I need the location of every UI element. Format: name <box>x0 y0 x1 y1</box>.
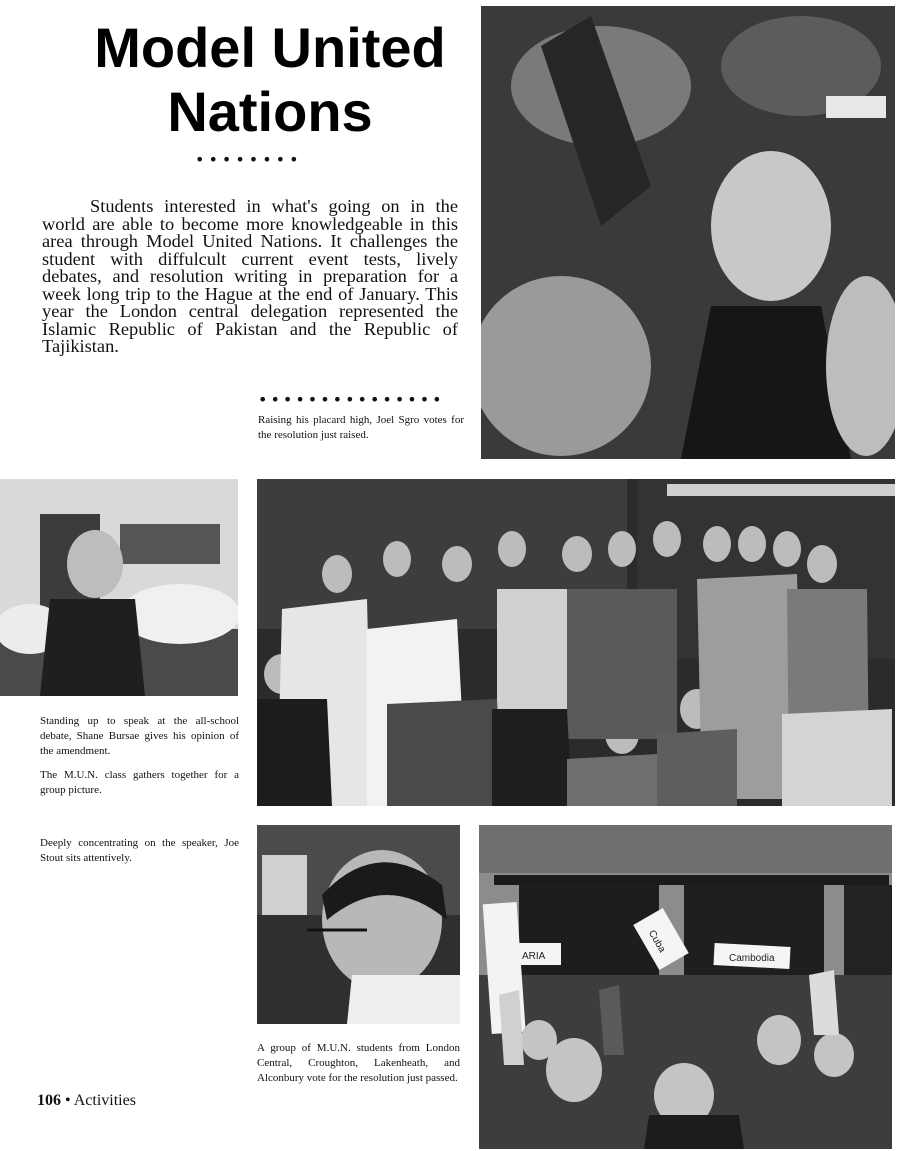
caption-debate: Standing up to speak at the all-school debate, Shane Bursae gives his opinion of the amendment. <box>40 715 239 757</box>
photo-group <box>257 479 895 806</box>
caption-placard: Raising his placard high, Joel Sgro votes for the resolution just raised. <box>258 414 464 441</box>
sign-cambodia: Cambodia <box>729 953 775 964</box>
section-name: Activities <box>73 1092 136 1109</box>
page-title <box>60 16 480 144</box>
title-line-2: Nations <box>167 80 373 143</box>
page-number: 106 <box>37 1092 61 1109</box>
caption-group: The M.U.N. class gathers together for a group picture. <box>40 769 239 796</box>
sign-aria: ARIA <box>522 951 546 962</box>
page-footer <box>37 1092 136 1110</box>
intro-paragraph: Students interested in what's going on in the world are able to become more knowledgeable in this area through Model United Nations. It challenges the student with diffulcult current event tests, lively debates, and resolution writing in preparation for a week long trip to the Hague at the end of January. This year the London central delegation represented the Islamic Republic of Pakistan and the Republic of Tajikistan. <box>42 196 458 356</box>
sign-cuba: Cuba <box>645 928 668 955</box>
photo-signs-vote <box>479 825 892 1149</box>
title-line-1: Model United <box>94 16 446 79</box>
footer-bullet: • <box>65 1092 71 1109</box>
caption-dots: ••••••••••••••• <box>258 390 445 409</box>
photo-placard-vote <box>481 6 895 459</box>
photo-debate-speaker <box>0 479 238 696</box>
title-dots: •••••••• <box>195 150 303 169</box>
caption-vote: A group of M.U.N. students from London Central, Croughton, Lakenheath, and Alconbury vote for the resolution just passed. <box>257 1042 460 1084</box>
caption-concentrating: Deeply concentrating on the speaker, Joe Stout sits attentively. <box>40 837 239 864</box>
photo-concentrating <box>257 825 460 1024</box>
